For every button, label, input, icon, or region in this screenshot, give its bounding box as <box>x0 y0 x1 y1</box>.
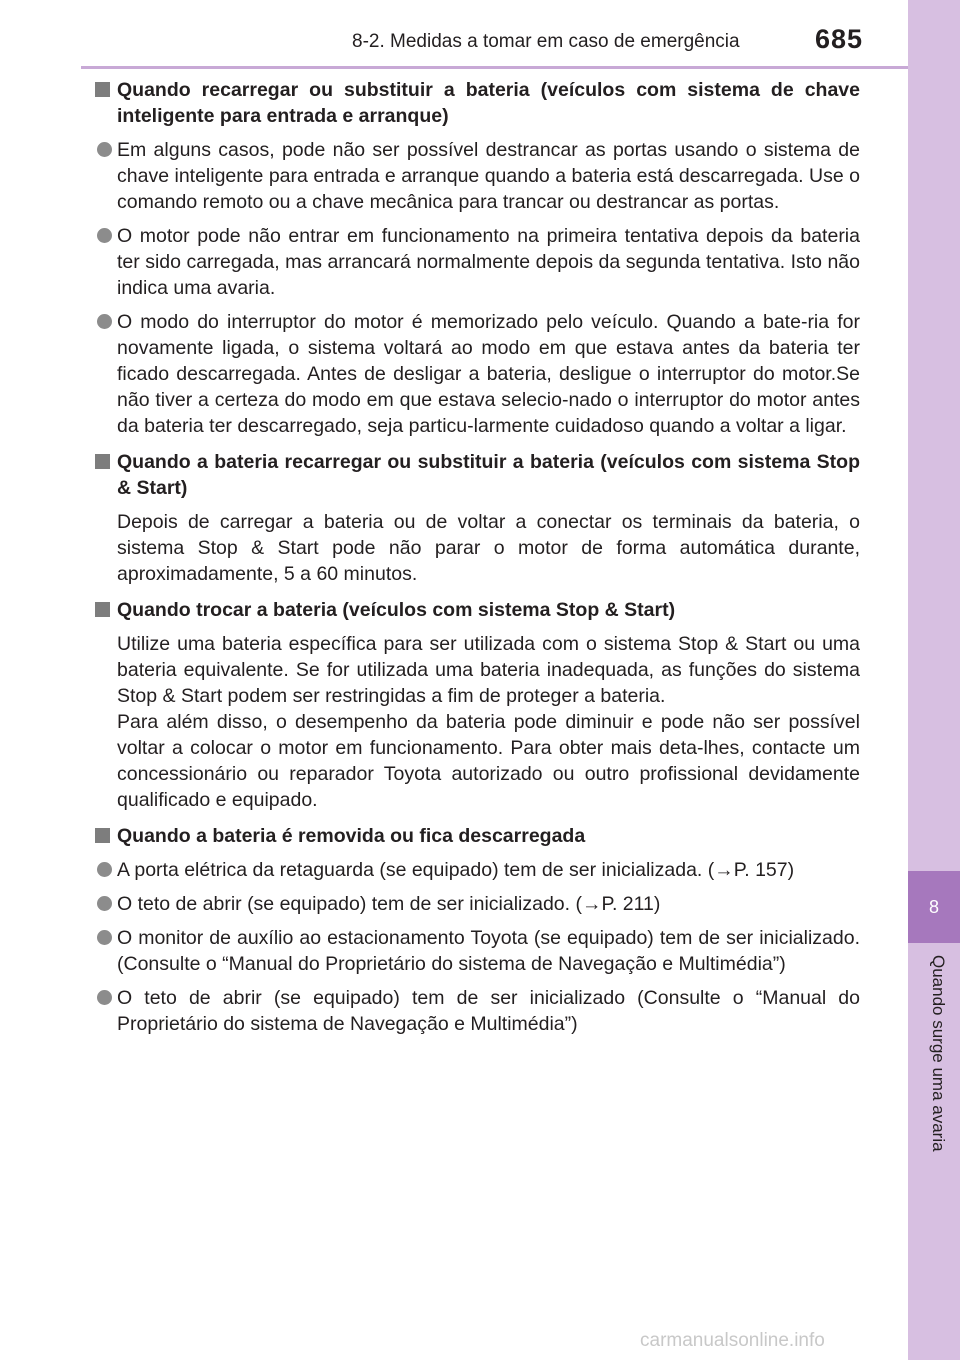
bullet-item: O motor pode não entrar em funcionamento na primeira tentativa depois da bateria ter sido carregada, mas arrancará normalmente depois da segunda tentativa. Isto não indica uma avaria. <box>95 223 860 301</box>
section-smart-key-battery <box>95 77 860 439</box>
section-heading: Quando a bateria é removida ou fica descarregada <box>95 823 860 849</box>
body-paragraph: Depois de carregar a bateria ou de voltar a conectar os terminais da bateria, o sistema Stop & Start pode não parar o motor de forma automática durante, aproximadamente, 5 a 60 minutos. <box>117 511 860 585</box>
round-bullet-icon <box>97 990 112 1005</box>
bullet-item: O monitor de auxílio ao estacionamento Toyota (se equipado) tem de ser inicializado. (Consulte o “Manual do Proprietário do sistema de Navegação e Multimédia”) <box>95 925 860 977</box>
round-bullet-icon <box>97 896 112 911</box>
section-title: 8-2. Medidas a tomar em caso de emergência <box>352 31 740 52</box>
bullet-item: A porta elétrica da retaguarda (se equipado) tem de ser inicializada. (→P. 157) <box>95 857 860 883</box>
page-number: 685 <box>815 24 864 54</box>
section-heading: Quando trocar a bateria (veículos com sistema Stop & Start) <box>95 597 860 623</box>
chapter-number-badge <box>908 871 960 943</box>
section-battery-removed <box>95 823 860 1037</box>
square-bullet-icon <box>95 82 110 97</box>
chapter-number: 8 <box>928 896 939 917</box>
round-bullet-icon <box>97 862 112 877</box>
round-bullet-icon <box>97 142 112 157</box>
bullet-item: Em alguns casos, pode não ser possível destrancar as portas usando o sistema de chave inteligente para entrada e arranque quando a bateria está descarregada. Use o comando remoto ou a chave mecânica para trancar ou destrancar as portas. <box>95 137 860 215</box>
section-heading: Quando recarregar ou substituir a bateria (veículos com sistema de chave inteligente para entrada e arranque) <box>95 77 860 129</box>
body-paragraph: Para além disso, o desempenho da bateria pode diminuir e pode não ser possível voltar a colocar o motor em funcionamento. Para obter mais deta-lhes, contacte um concessionário ou reparador Toyota autorizado ou outro profissional devidamente qualificado e equipado. <box>117 711 860 811</box>
header-rule <box>81 66 908 69</box>
section-heading: Quando a bateria recarregar ou substituir a bateria (veículos com sistema Stop & Start) <box>95 449 860 501</box>
bullet-item: O teto de abrir (se equipado) tem de ser inicializado (Consulte o “Manual do Proprietário do sistema de Navegação e Multimédia”) <box>95 985 860 1037</box>
square-bullet-icon <box>95 828 110 843</box>
round-bullet-icon <box>97 930 112 945</box>
round-bullet-icon <box>97 314 112 329</box>
watermark: carmanualsonline.info <box>640 1330 825 1351</box>
section-stop-start-replace <box>95 597 860 813</box>
body-paragraph: Utilize uma bateria específica para ser utilizada com o sistema Stop & Start ou uma bateria equivalente. Se for utilizada uma bateria inadequada, as funções do sistema Stop & Start podem ser restringidas a fim de proteger a bateria. <box>117 633 860 707</box>
bullet-item: O modo do interruptor do motor é memorizado pelo veículo. Quando a bate-ria for novamente ligada, o sistema voltará ao modo em que estava antes da bateria ter ficado descarregada. Antes de desligar a bateria, desligue o interruptor do motor.Se não tiver a certeza do modo em que estava selecio-nado o interruptor do motor antes da bateria ter descarregado, seja particu-larmente cuidadoso quando a voltar a ligar. <box>95 309 860 439</box>
bullet-item: O teto de abrir (se equipado) tem de ser inicializado. (→P. 211) <box>95 891 860 917</box>
round-bullet-icon <box>97 228 112 243</box>
chapter-title: Quando surge uma avaria <box>929 955 948 1152</box>
page-content <box>95 77 860 1047</box>
square-bullet-icon <box>95 454 110 469</box>
square-bullet-icon <box>95 602 110 617</box>
section-stop-start-recharge <box>95 449 860 587</box>
